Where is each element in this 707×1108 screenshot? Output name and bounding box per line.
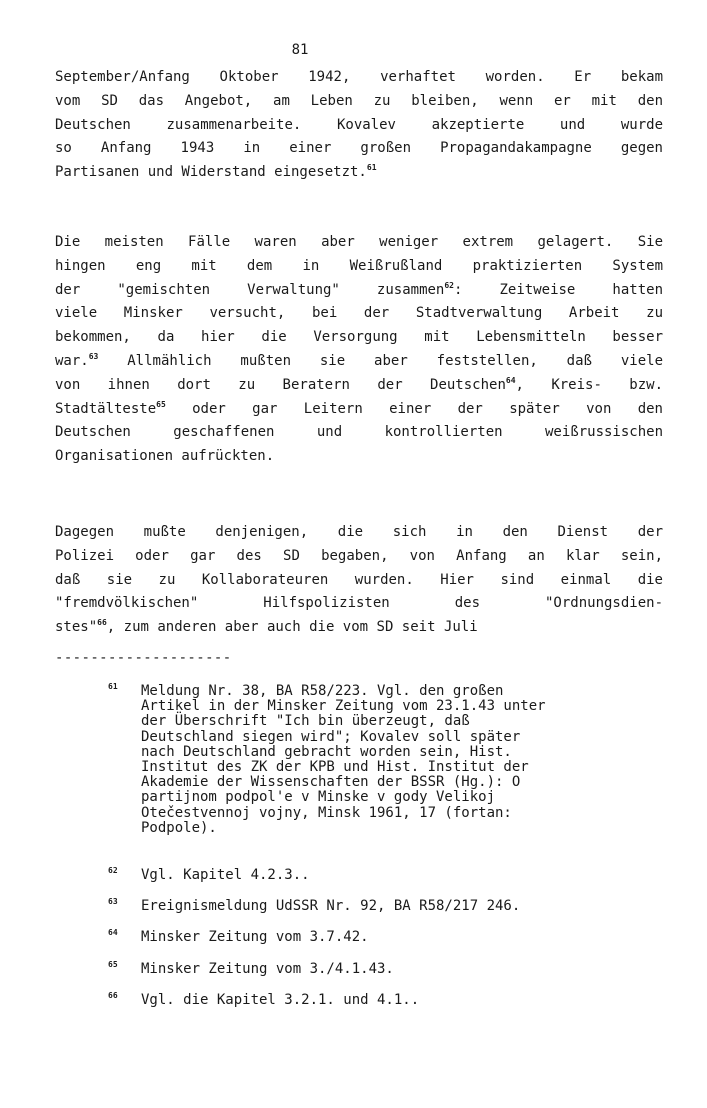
footnote-ref[interactable]: 65 bbox=[156, 399, 166, 409]
footnote-61 bbox=[108, 684, 668, 836]
footnote-ref[interactable]: 62 bbox=[444, 280, 454, 290]
text-line: "fremdvölkischen" Hilfspolizisten des "Ordnungsdien- bbox=[55, 595, 663, 612]
footnote-ref[interactable]: 64 bbox=[505, 375, 516, 385]
text-line: hingen eng mit dem in Weißrußland praktizierten System bbox=[55, 257, 663, 274]
text-line: September/Anfang Oktober 1942, verhaftet worden. Er bekam bbox=[55, 69, 663, 85]
footnote-text: Vgl. Kapitel 4.2.3.. bbox=[141, 867, 310, 884]
text-line: stes"$^{66}$, zum anderen aber auch die vom SD seit Juli bbox=[55, 618, 478, 636]
footnote-text: Vgl. die Kapitel 3.2.1. und 4.1.. bbox=[141, 991, 420, 1008]
footnote-text: Minsker Zeitung vom 3.7.42. bbox=[141, 929, 369, 946]
footnote-66 bbox=[108, 990, 668, 1008]
text-line: daß sie zu Kollaborateuren wurden. Hier sind einmal die bbox=[55, 571, 663, 588]
text-line: Die meisten Fälle waren aber weniger extrem gelagert. Sie bbox=[55, 234, 663, 250]
footnote-mark: 65 bbox=[108, 959, 118, 969]
text-line: der "gemischten Verwaltung" zusammen$^{62}$: Zeitweise hatten bbox=[55, 280, 663, 298]
footnote-63 bbox=[108, 899, 668, 914]
footnote-mark: 66 bbox=[108, 990, 118, 1000]
footnote-ref[interactable]: 66 bbox=[97, 618, 107, 628]
text-line: Deutschen geschaffenen und kontrollierten weißrussischen bbox=[55, 424, 663, 441]
footnote-text: Ereignismeldung UdSSR Nr. 92, BA R58/217 246. bbox=[141, 898, 521, 915]
text-line: Stadtälteste$^{65}$ oder gar Leitern einer der später von den bbox=[55, 399, 663, 417]
text-line: viele Minsker versucht, bei der Stadtverwaltung Arbeit zu bbox=[55, 305, 663, 322]
text-line: war.$^{63}$ Allmählich mußten sie aber feststellen, daß viele bbox=[55, 351, 663, 369]
text-line: Organisationen aufrückten. bbox=[55, 448, 275, 465]
footnotes bbox=[108, 684, 668, 1008]
text-line: so Anfang 1943 in einer großen Propagandakampagne gegen bbox=[55, 140, 663, 157]
footnote-text: Meldung Nr. 38, BA R58/223. Vgl. den großen Artikel in der Minsker Zeitung vom 23.1.43 unter der Überschrift "Ich bin überzeugt, daß Deutschland siegen wird"; Kovalev soll später nach Deutschland gebracht worden sein, Hist. Institut des ZK der KPB und Hist. Institut der Akademie der Wissenschaften der BSSR (Hg.): O partijnom podpol'e v Minske v gody Velikoj Otečestvennoj vojny, Minsk 1961, 17 (fortan: Podpole). bbox=[141, 683, 546, 836]
text-line: Dagegen mußte denjenigen, die sich in den Dienst der bbox=[55, 524, 663, 540]
footnote-ref[interactable]: 61 bbox=[366, 163, 377, 173]
footnote-text: Minsker Zeitung vom 3./4.1.43. bbox=[141, 960, 394, 977]
footnote-ref[interactable]: 63 bbox=[88, 351, 99, 361]
text-line: vom SD das Angebot, am Leben zu bleiben, wenn er mit den bbox=[55, 92, 663, 109]
text-line: Deutschen zusammenarbeite. Kovalev akzeptierte und wurde bbox=[55, 116, 663, 133]
page-number: 81 bbox=[291, 42, 309, 58]
text-line: Polizei oder gar des SD begaben, von Anfang an klar sein, bbox=[55, 547, 663, 564]
text-line: bekommen, da hier die Versorgung mit Lebensmitteln besser bbox=[55, 329, 663, 346]
footnote-separator: -------------------- bbox=[55, 650, 232, 666]
footnote-mark: 62 bbox=[108, 866, 118, 876]
footnote-mark: 64 bbox=[108, 928, 118, 938]
paragraph-1 bbox=[55, 66, 663, 185]
footnote-64 bbox=[108, 930, 668, 945]
footnote-mark: 63 bbox=[108, 897, 118, 907]
footnote-62 bbox=[108, 868, 668, 883]
text-line: Partisanen und Widerstand eingesetzt.$^{61}$ bbox=[55, 163, 377, 181]
footnote-mark: 61 bbox=[108, 682, 118, 691]
paragraph-3 bbox=[55, 521, 663, 640]
text-line: von ihnen dort zu Beratern der Deutschen$^{64}$, Kreis- bzw. bbox=[55, 375, 663, 393]
paragraph-2 bbox=[55, 231, 663, 469]
footnote-65 bbox=[108, 959, 668, 977]
